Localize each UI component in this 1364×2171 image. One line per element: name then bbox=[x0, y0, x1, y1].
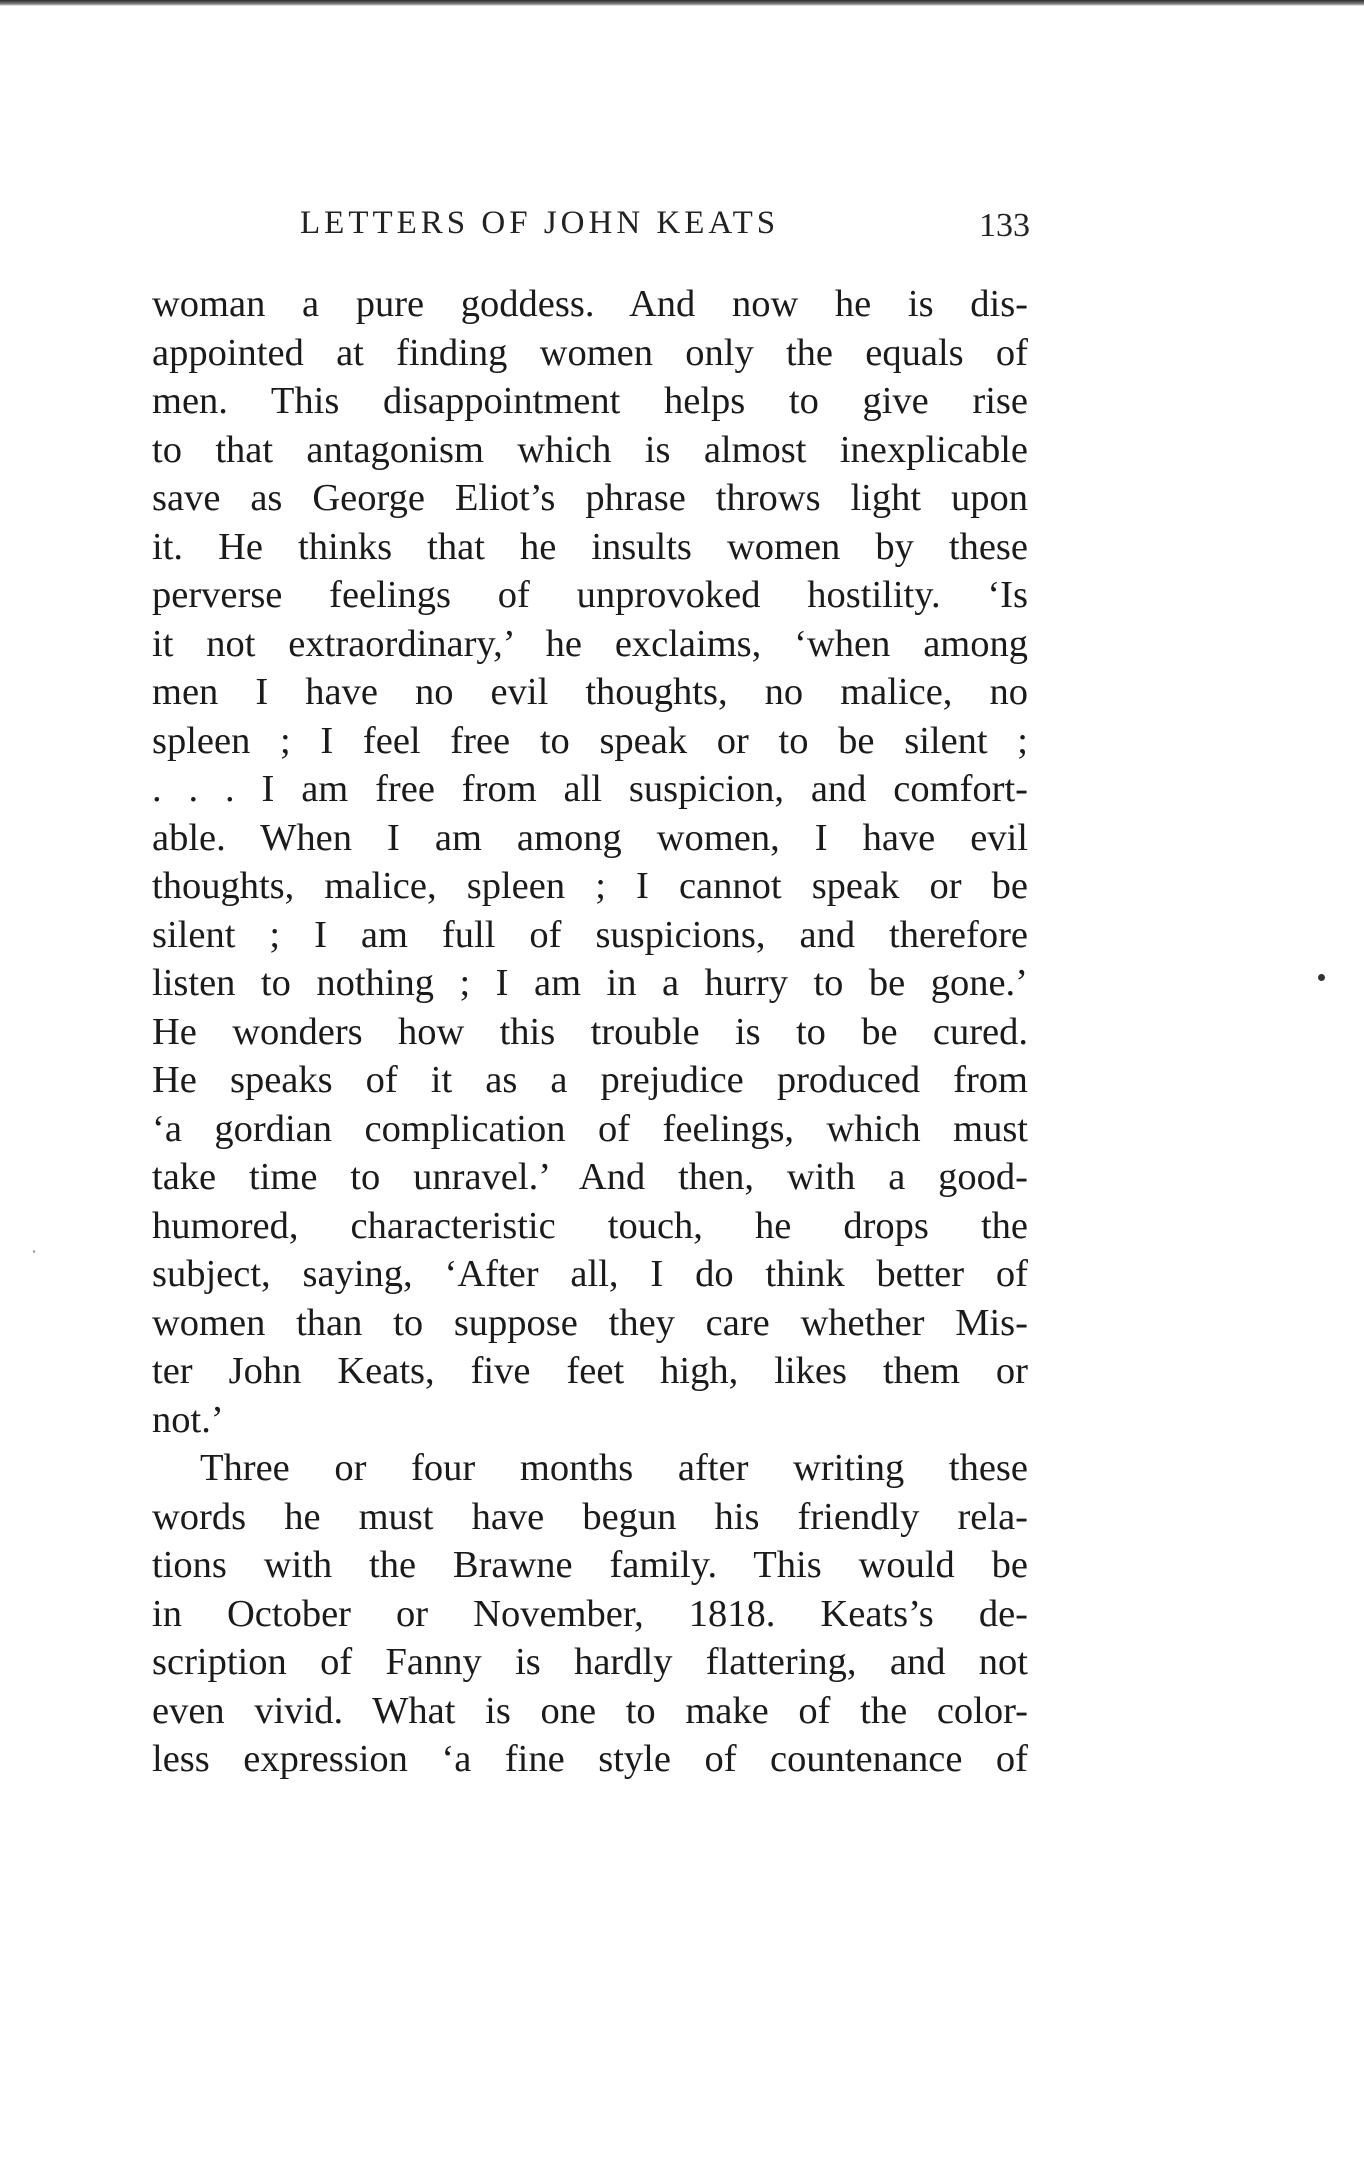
text-line: able. When I am among women, I have evil bbox=[152, 816, 1028, 859]
text-line: to that antagonism which is almost inexplicable bbox=[152, 428, 1028, 471]
text-line: listen to nothing ; I am in a hurry to be gone.’ bbox=[152, 962, 1028, 1004]
text-line: silent ; I am full of suspicions, and therefore bbox=[152, 913, 1028, 956]
text-line: scription of Fanny is hardly flattering, and not bbox=[152, 1641, 1028, 1683]
text-line: it not extraordinary,’ he exclaims, ‘when among bbox=[152, 622, 1028, 665]
text-line: thoughts, malice, spleen ; I cannot speak or be bbox=[152, 865, 1028, 907]
text-line: perverse feelings of unprovoked hostility. ‘Is bbox=[152, 574, 1028, 616]
text-line: subject, saying, ‘After all, I do think better of bbox=[152, 1253, 1028, 1295]
text-line: men I have no evil thoughts, no malice, no bbox=[152, 671, 1028, 713]
text-line: not.’ bbox=[152, 1398, 224, 1441]
ink-speck bbox=[33, 1250, 35, 1253]
text-line: words he must have begun his friendly rela- bbox=[152, 1495, 1028, 1538]
ink-speck bbox=[1318, 974, 1325, 981]
text-line: it. He thinks that he insults women by these bbox=[152, 525, 1028, 568]
text-line: save as George Eliot’s phrase throws light upon bbox=[152, 477, 1028, 519]
text-line: ‘a gordian complication of feelings, which must bbox=[152, 1107, 1028, 1150]
running-title: LETTERS OF JOHN KEATS bbox=[300, 205, 780, 241]
text-line: tions with the Brawne family. This would be bbox=[152, 1544, 1028, 1586]
text-line: . . . I am free from all suspicion, and comfort- bbox=[152, 768, 1028, 810]
text-line: woman a pure goddess. And now he is dis- bbox=[152, 283, 1028, 325]
text-line: even vivid. What is one to make of the color- bbox=[152, 1689, 1028, 1732]
running-head bbox=[150, 205, 1030, 255]
text-line: men. This disappointment helps to give rise bbox=[152, 380, 1028, 422]
text-line: appointed at finding women only the equals of bbox=[152, 331, 1028, 374]
text-line: Three or four months after writing these bbox=[200, 1447, 1028, 1489]
text-line: He wonders how this trouble is to be cured. bbox=[152, 1010, 1028, 1053]
text-line: take time to unravel.’ And then, with a good- bbox=[152, 1156, 1028, 1198]
text-line: ter John Keats, five feet high, likes them or bbox=[152, 1350, 1028, 1392]
page-number: 133 bbox=[979, 207, 1030, 244]
text-line: spleen ; I feel free to speak or to be silent ; bbox=[152, 719, 1028, 762]
text-line: in October or November, 1818. Keats’s de- bbox=[152, 1592, 1028, 1635]
text-line: less expression ‘a fine style of countenance of bbox=[152, 1738, 1028, 1780]
text-line: He speaks of it as a prejudice produced from bbox=[152, 1059, 1028, 1101]
text-line: women than to suppose they care whether Mis- bbox=[152, 1301, 1028, 1344]
text-line: humored, characteristic touch, he drops the bbox=[152, 1204, 1028, 1247]
body-text bbox=[152, 280, 1028, 1784]
